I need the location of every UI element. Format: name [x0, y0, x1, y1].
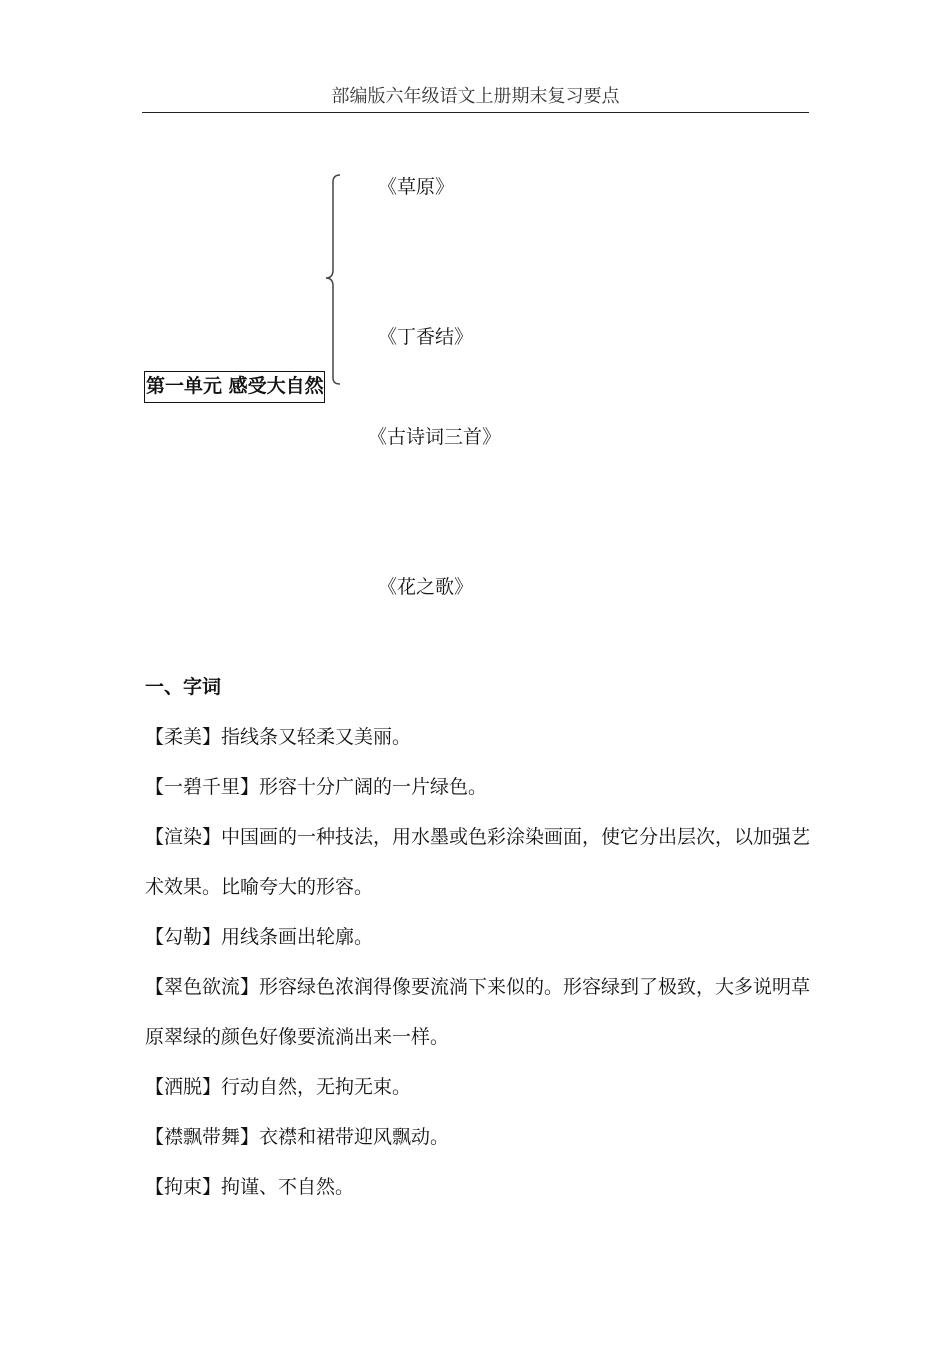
vocab-definition: 中国画的一种技法，用水墨或色彩涂染画面，使它分出层次，以加强艺术效果。比喻夸大的形容。: [145, 826, 811, 898]
vocab-term: 【一碧千里】: [145, 776, 260, 798]
outline-text-huazhige: 《花之歌》: [378, 576, 474, 598]
section-title-zici: 一、字词: [145, 676, 222, 698]
page-header-title: 部编版六年级语文上册期末复习要点: [331, 86, 620, 107]
vocab-definition: 指线条又轻柔又美丽。: [221, 726, 412, 748]
unit-label-box: 第一单元 感受大自然: [144, 371, 325, 403]
vocab-term: 【柔美】: [145, 726, 222, 748]
vocab-entry: [145, 812, 813, 912]
vocab-definition: 形容绿色浓润得像要流淌下来似的。形容绿到了极致，大多说明草原翠绿的颜色好像要流淌出来一样。: [145, 976, 811, 1048]
vocab-term: 【襟飘带舞】: [145, 1126, 260, 1148]
header-divider: [142, 112, 809, 113]
vocab-definition: 用线条画出轮廓。: [221, 926, 374, 948]
vocab-definition: 拘谨、不自然。: [221, 1176, 355, 1198]
vocab-definition: 衣襟和裙带迎风飘动。: [259, 1126, 450, 1148]
vocabulary-list: [145, 712, 813, 1212]
vocab-entry: [145, 1062, 813, 1112]
vocab-term: 【渲染】: [145, 826, 222, 848]
vocab-entry: [145, 762, 813, 812]
vocab-entry: [145, 962, 813, 1062]
left-brace-icon: [322, 170, 346, 392]
vocab-entry: [145, 912, 813, 962]
outline-text-caoyuan: 《草原》: [378, 176, 455, 198]
vocab-term: 【洒脱】: [145, 1076, 222, 1098]
vocab-term: 【勾勒】: [145, 926, 222, 948]
vocab-entry: [145, 1112, 813, 1162]
outline-text-gushici: 《古诗词三首》: [368, 426, 502, 448]
vocab-term: 【翠色欲流】: [145, 976, 260, 998]
vocab-entry: [145, 1162, 813, 1212]
vocab-definition: 行动自然，无拘无束。: [221, 1076, 412, 1098]
vocab-entry: [145, 712, 813, 762]
vocab-definition: 形容十分广阔的一片绿色。: [259, 776, 488, 798]
vocab-term: 【拘束】: [145, 1176, 222, 1198]
outline-text-dingxiangjie: 《丁香结》: [378, 326, 474, 348]
